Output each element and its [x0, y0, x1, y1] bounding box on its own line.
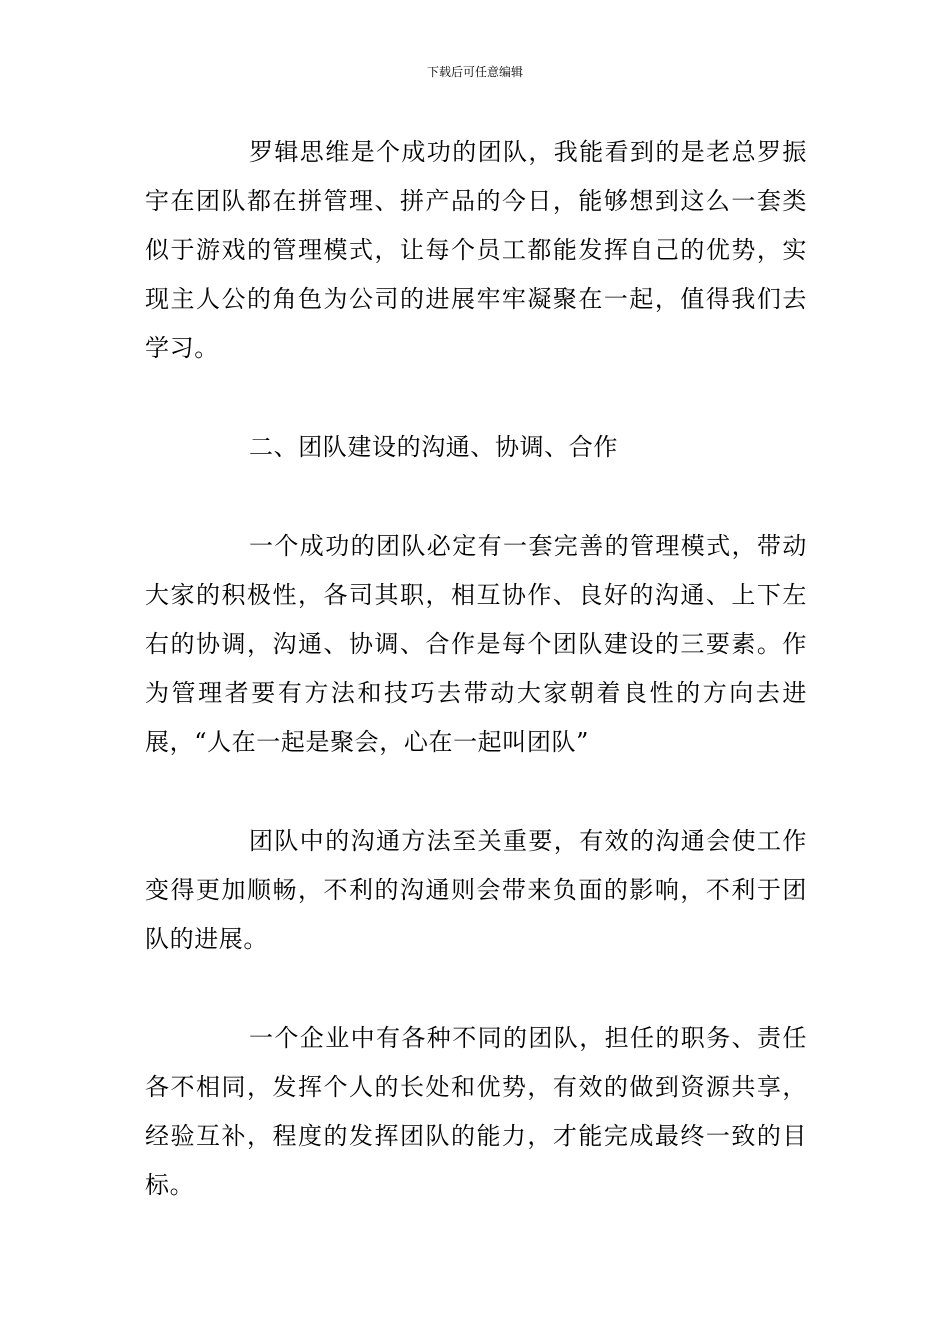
paragraph-spacer: [145, 767, 807, 817]
page-header: 下载后可任意编辑: [426, 65, 523, 79]
section-heading: 二、团队建设的沟通、协调、合作: [249, 433, 618, 461]
paragraph-4: 一个企业中有各种不同的团队，担任的职务、责任各不相同，发挥个人的长处和优势，有效的做到资源共享，经验互补，程度的发挥团队的能力，才能完成最终一致的目标。: [145, 1024, 807, 1199]
paragraph-1: 罗辑思维是个成功的团队，我能看到的是老总罗振宇在团队都在拼管理、拼产品的今日，能够想到这么一套类似于游戏的管理模式，让每个员工都能发挥自己的优势，实现主人公的角色为公司的进展牢牢凝聚在一起，值得我们去学习。: [145, 138, 807, 362]
paragraph-spacer: [145, 472, 807, 522]
paragraph-2: 一个成功的团队必定有一套完善的管理模式，带动大家的积极性，各司其职，相互协作、良好的沟通、上下左右的协调，沟通、协调、合作是每个团队建设的三要素。作为管理者要有方法和技巧去带动大家朝着良性的方向去进展，“人在一起是聚会，心在一起叫团队”: [145, 532, 807, 756]
paragraph-spacer: [145, 964, 807, 1014]
paragraph-3: 团队中的沟通方法至关重要，有效的沟通会使工作变得更加顺畅，不利的沟通则会带来负面的影响，不利于团队的进展。: [145, 827, 807, 953]
paragraph-spacer: [145, 373, 807, 423]
document-body: [145, 128, 807, 1210]
